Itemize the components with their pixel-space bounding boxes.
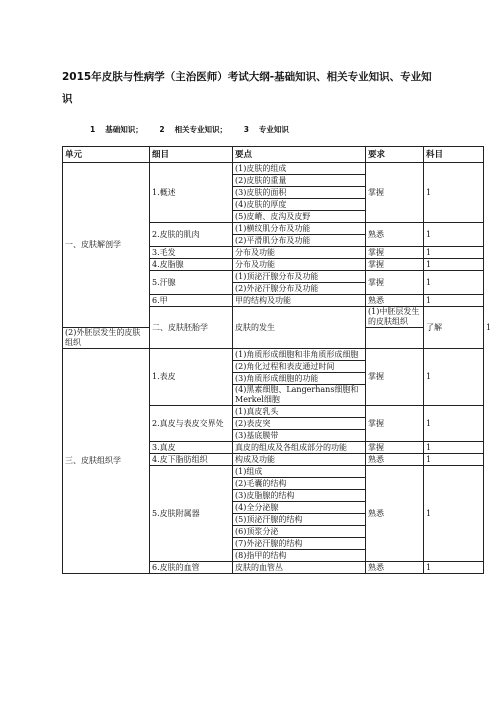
point-cell: 真皮的组成及各组成部分的功能 [233, 442, 366, 454]
requirement-cell: 掌握 [366, 349, 424, 406]
point-cell: (1)角质形成细胞和非角质形成细胞 [233, 349, 366, 361]
item-cell: 2.皮肤的肌肉 [150, 223, 233, 247]
item-cell: 3.真皮 [150, 442, 233, 454]
point-cell: (1)真皮乳头 [233, 406, 366, 418]
item-cell: 皮肤的发生 [233, 307, 366, 349]
point-cell: (3)角质形成细胞的功能 [233, 373, 366, 385]
table-row: 二、皮肤胚胎学 皮肤的发生 (1)中胚层发生的皮肤组织 了解 1 [63, 307, 484, 328]
point-cell: (4)全分泌腺 [233, 502, 366, 514]
section-label: 基础知识； [105, 125, 143, 134]
subject-cell: 1 [424, 247, 484, 259]
subject-cell: 1 [424, 223, 484, 247]
requirement-cell: 熟悉 [366, 295, 424, 307]
item-cell: 1.概述 [150, 163, 233, 223]
point-cell: (2)外泌汗腺分布及功能 [233, 283, 366, 295]
point-cell: (3)皮脂腺的结构 [233, 490, 366, 502]
requirement-cell: 熟悉 [366, 466, 424, 562]
subject-cell: 1 [424, 295, 484, 307]
header-unit: 单元 [63, 147, 150, 163]
requirement-cell: 掌握 [366, 247, 424, 259]
point-cell: (1)中胚层发生的皮肤组织 [366, 307, 424, 328]
table-header-row [63, 147, 484, 163]
point-cell: (2)平滑肌分布及功能 [233, 235, 366, 247]
subject-cell: 1 [424, 163, 484, 223]
subject-cell: 1 [424, 442, 484, 454]
header-subject: 科目 [424, 147, 484, 163]
section-number: 2 [159, 125, 165, 134]
point-cell: 甲的结构及功能 [233, 295, 366, 307]
point-cell: (2)毛囊的结构 [233, 478, 366, 490]
requirement-cell: 掌握 [366, 406, 424, 442]
subject-cell: 1 [424, 466, 484, 562]
item-cell: 1.表皮 [150, 349, 233, 406]
table-row [63, 349, 484, 361]
point-cell: (5)皮嵴、皮沟及皮野 [233, 211, 366, 223]
subject-cell: 1 [424, 259, 484, 271]
point-cell: (2)表皮突 [233, 418, 366, 430]
section-list [90, 124, 303, 135]
subject-cell: 1 [424, 349, 484, 406]
point-cell: (1)皮肤的组成 [233, 163, 366, 175]
unit-cell: 三、皮肤组织学 [63, 349, 150, 574]
point-cell: (2)角化过程和表皮通过时间 [233, 361, 366, 373]
requirement-cell: 掌握 [366, 442, 424, 454]
item-cell: 6.皮肤的血管 [150, 562, 233, 574]
section-number: 1 [90, 125, 96, 134]
point-cell: 皮肤的血管丛 [233, 562, 366, 574]
item-cell: 2.真皮与表皮交界处 [150, 406, 233, 442]
point-cell: (3)基底膜带 [233, 430, 366, 442]
point-cell: (5)顶泌汗腺的结构 [233, 514, 366, 526]
point-cell: (3)皮肤的面积 [233, 187, 366, 199]
point-cell: (4)黑素细胞、Langerhans细胞和Merkel细胞 [233, 385, 366, 406]
item-cell: 5.皮肤附属器 [150, 466, 233, 562]
subject-cell: 1 [424, 406, 484, 442]
item-cell: 4.皮下脂肪组织 [150, 454, 233, 466]
item-cell: 4.皮脂腺 [150, 259, 233, 271]
subject-cell: 1 [424, 562, 484, 574]
header-point: 要点 [233, 147, 366, 163]
requirement-cell: 熟悉 [366, 454, 424, 466]
requirement-cell: 熟悉 [366, 223, 424, 247]
document-title: 2015年皮肤与性病学（主治医师）考试大纲-基础知识、相关专业知识、专业知识 [62, 71, 432, 105]
point-cell: 构成及功能 [233, 454, 366, 466]
header-item: 细目 [150, 147, 233, 163]
point-cell: (1)顶泌汗腺分布及功能 [233, 271, 366, 283]
point-cell: (6)顶浆分泌 [233, 526, 366, 538]
requirement-cell: 了解 [424, 307, 484, 349]
subject-cell: 1 [424, 271, 484, 295]
point-cell: (1)组成 [233, 466, 366, 478]
requirement-cell: 掌握 [366, 271, 424, 295]
unit-cell: 一、皮肤解剖学 [63, 163, 150, 328]
point-cell: (7)外泌汗腺的结构 [233, 538, 366, 550]
section-number: 3 [243, 125, 249, 134]
point-cell: (1)横纹肌分布及功能 [233, 223, 366, 235]
subject-cell: 1 [424, 454, 484, 466]
item-cell: 5.汗腺 [150, 271, 233, 295]
requirement-cell: 熟悉 [366, 562, 424, 574]
header-requirement: 要求 [366, 147, 424, 163]
point-cell: (2)皮肤的重量 [233, 175, 366, 187]
syllabus-table [62, 146, 492, 574]
requirement-cell: 掌握 [366, 259, 424, 271]
point-cell: 分布及功能 [233, 247, 366, 259]
point-cell: 分布及功能 [233, 259, 366, 271]
item-cell: 3.毛发 [150, 247, 233, 259]
unit-cell: 二、皮肤胚胎学 [150, 307, 233, 349]
point-cell: (2)外胚层发生的皮肤组织 [63, 328, 150, 349]
requirement-cell: 掌握 [366, 163, 424, 223]
point-cell: (8)指甲的结构 [233, 550, 366, 562]
item-cell: 6.甲 [150, 295, 233, 307]
point-cell: (4)皮肤的厚度 [233, 199, 366, 211]
section-label: 相关专业知识； [174, 125, 228, 134]
table-row [63, 163, 484, 175]
section-label: 专业知识 [258, 125, 289, 134]
